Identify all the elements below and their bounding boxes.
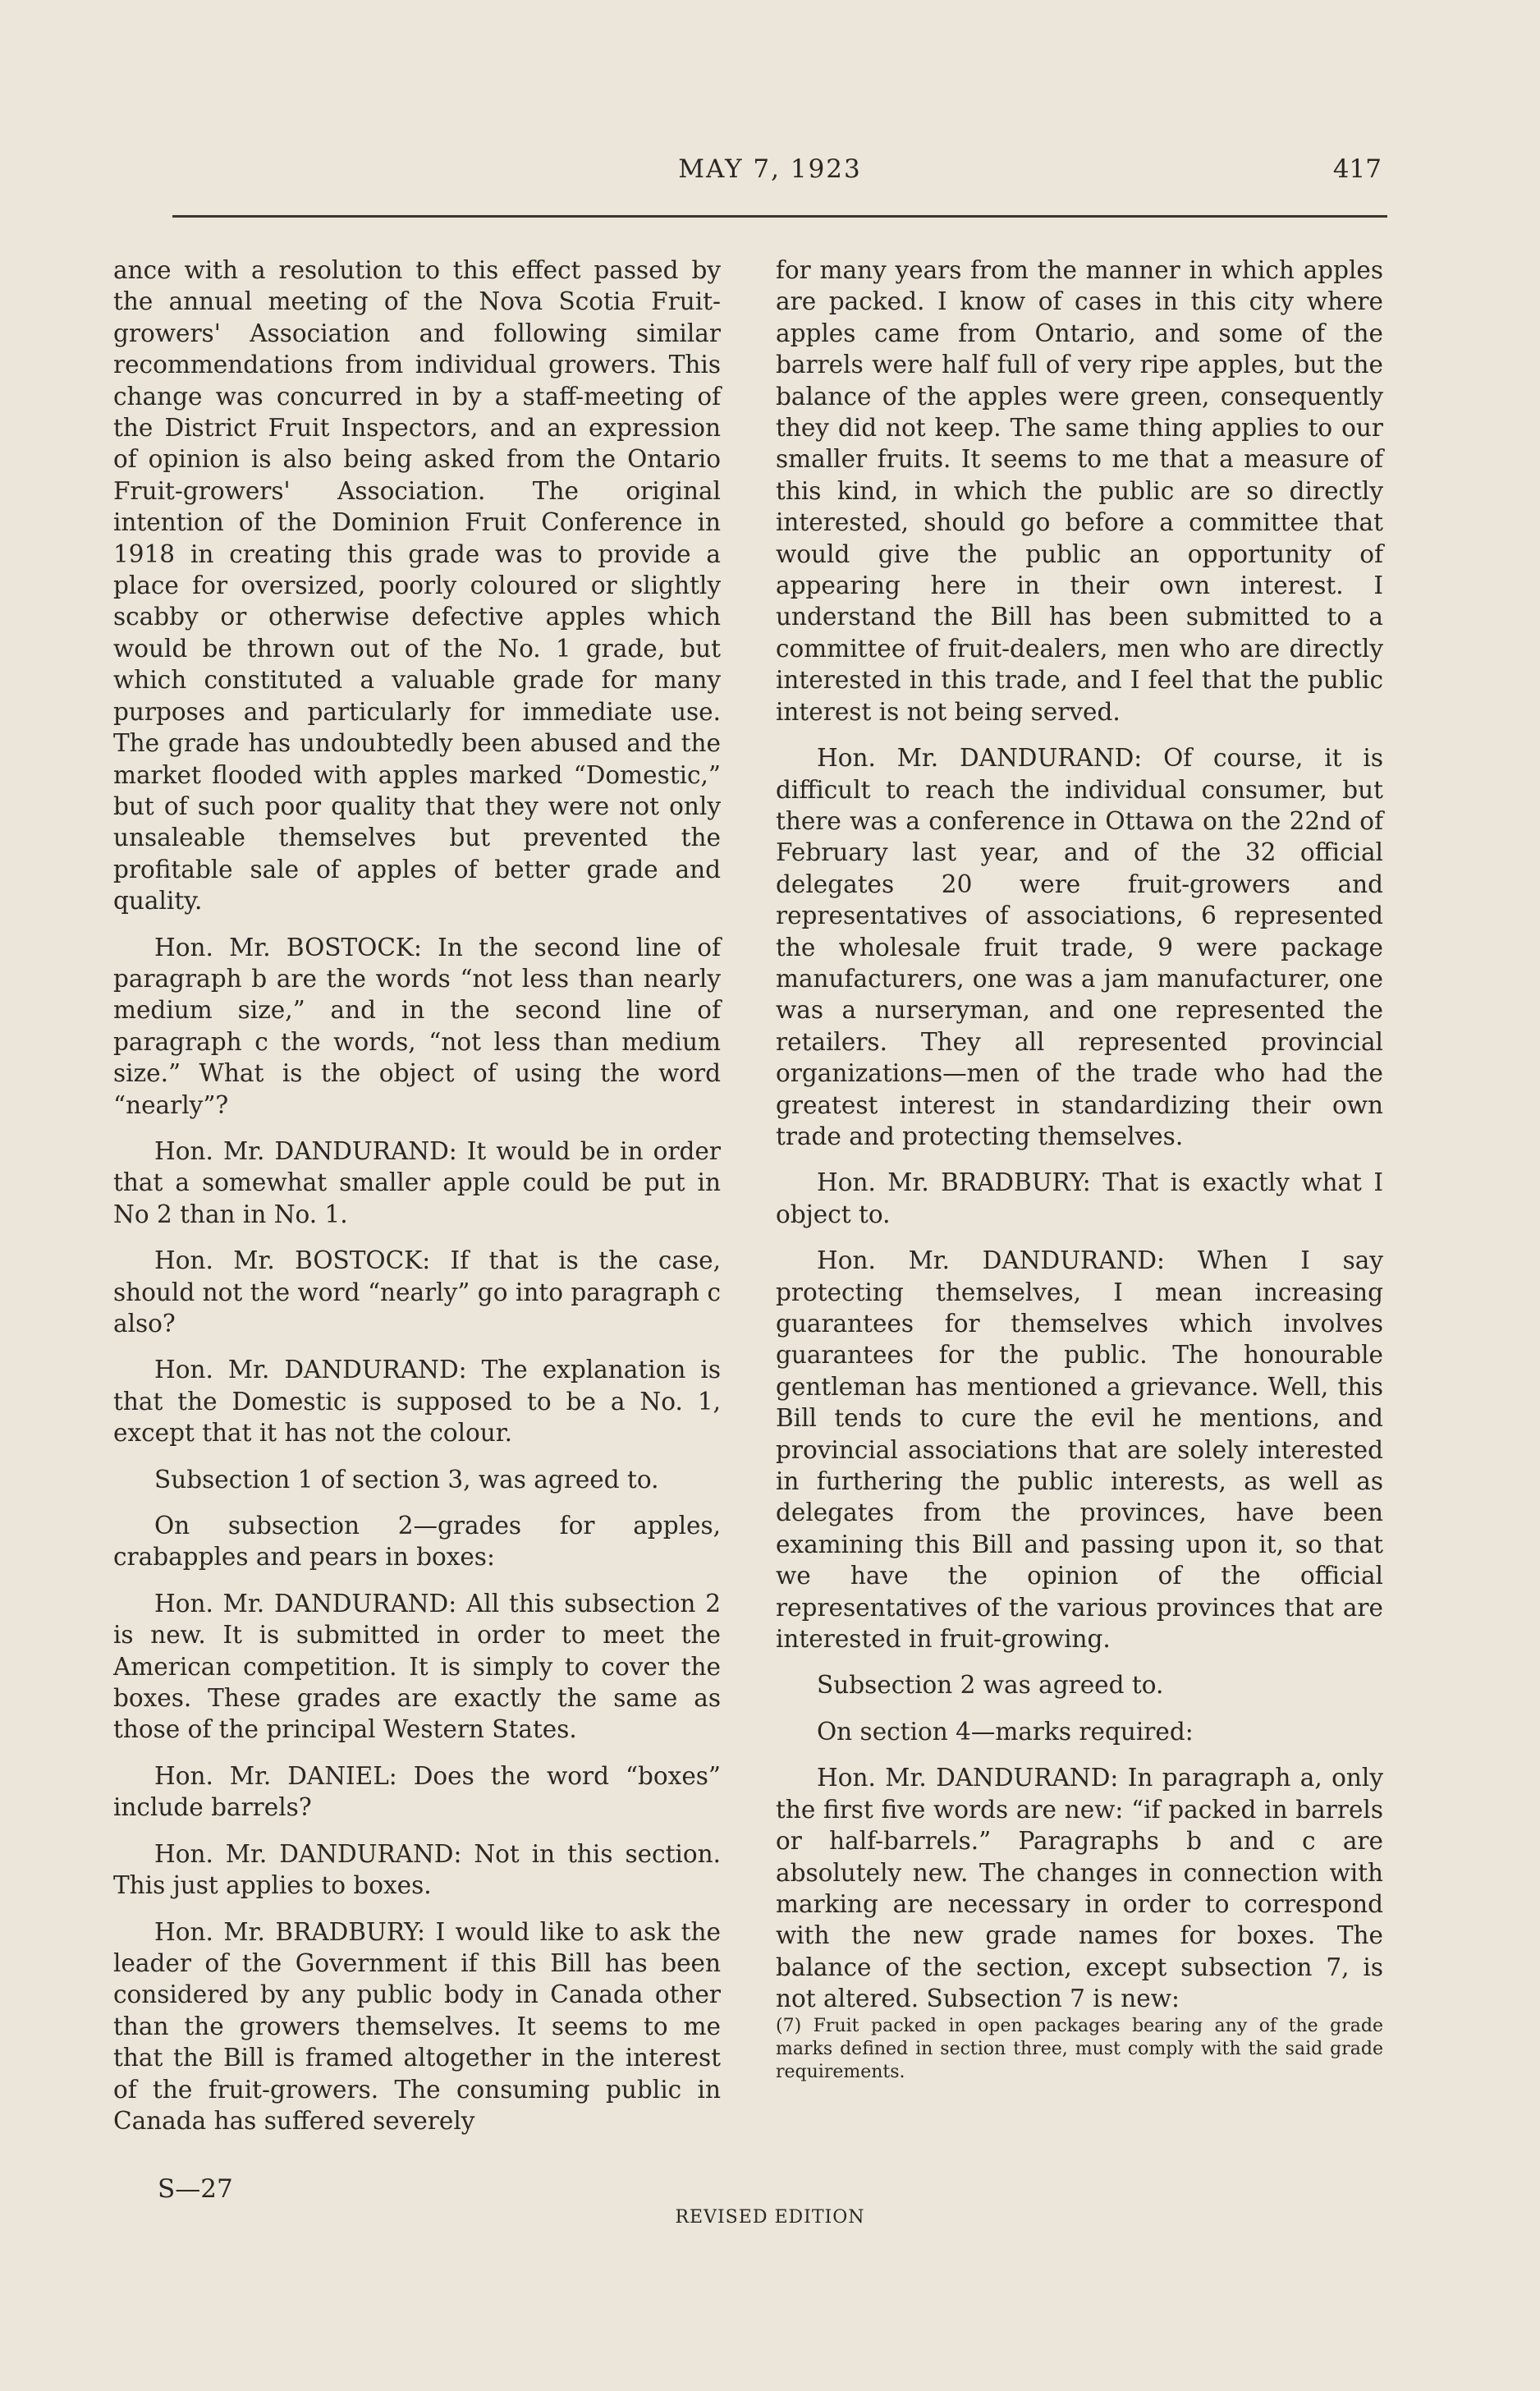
- paragraph: for many years from the manner in which apples are packed. I know of cases in this city where apples came from Ontario, and some of the barrels were half full of very ripe apples, but the balance of the apples were green, consequently they did not keep. The same thing applies to our smaller fruits. It seems to me that a measure of this kind, in which the public are so directly interested, should go before a committee that would give the public an opportunity of appearing here in their own interest. I understand the Bill has been submitted to a committee of fruit-dealers, men who are directly interested in this trade, and I feel that the public interest is not being served.: [776, 256, 1383, 726]
- paragraph: Hon. Mr. DANDURAND: The explanation is that the Domestic is supposed to be a No. 1, except that it has not the colour.: [113, 1356, 721, 1448]
- paragraph: Hon. Mr. BRADBURY: I would like to ask the leader of the Government if this Bill has been considered by any public body in Canada other than the growers themselves. It seems to me that the Bill is framed altogether in the interest of the fruit-growers. The consuming public in Canada has suffered severely: [113, 1917, 721, 2135]
- paragraph: Hon. Mr. BOSTOCK: If that is the case, should not the word “nearly” go into paragraph c also?: [113, 1246, 721, 1338]
- paragraph: ance with a resolution to this effect passed by the annual meeting of the Nova Scotia Fruit-growers' Association and following similar recommendations from individual growers. This change was concurred in by a staff-meeting of the District Fruit Inspectors, and an expression of opinion is also being asked from the Ontario Fruit-growers' Association. The original intention of the Dominion Fruit Conference in 1918 in creating this grade was to provide a place for oversized, poorly coloured or slightly scabby or otherwise defective apples which would be thrown out of the No. 1 grade, but which constituted a valuable grade for many purposes and particularly for immediate use. The grade has undoubtedly been abused and the market flooded with apples marked “Domestic,” but of such poor quality that they were not only unsaleable themselves but prevented the profitable sale of apples of better grade and quality.: [113, 256, 721, 916]
- paragraph: Hon. Mr. BRADBURY: That is exactly what I object to.: [776, 1168, 1383, 1228]
- paragraph: Hon. Mr. DANDURAND: In paragraph a, only the first five words are new: “if packed in barrels or half-barrels.” Paragraphs b and c are absolutely new. The changes in connection with marking are necessary in order to correspond with the new grade names for boxes. The balance of the section, except subsection 7, is not altered. Subsection 7 is new:: [776, 1764, 1383, 2013]
- paragraph: Hon. Mr. DANDURAND: It would be in order that a somewhat smaller apple could be put in No 2 than in No. 1.: [113, 1136, 721, 1228]
- paragraph: Hon. Mr. BOSTOCK: In the second line of paragraph b are the words “not less than nearly medium size,” and in the second line of paragraph c the words, “not less than medium size.” What is the object of using the word “nearly”?: [113, 933, 721, 1119]
- paragraph: Subsection 2 was agreed to.: [817, 1671, 1164, 1700]
- left-column: [113, 255, 721, 2151]
- right-column: [776, 255, 1383, 2099]
- paragraph: Hon. Mr. DANDURAND: Of course, it is difficult to reach the individual consumer, but there was a conference in Ottawa on the 22nd of February last year, and of the 32 official delegates 20 were fruit-growers and representatives of associations, 6 represented the wholesale fruit trade, 9 were package manufacturers, one was a jam manufacturer, one was a nurseryman, and one represented the retailers. They all represented provincial organizations—men of the trade who had the greatest interest in standardizing their own trade and protecting themselves.: [776, 744, 1383, 1150]
- page-number: 417: [1332, 154, 1382, 184]
- header-rule: [172, 215, 1387, 218]
- paragraph: Hon. Mr. DANIEL: Does the word “boxes” include barrels?: [113, 1761, 721, 1822]
- paragraph: Hon. Mr. DANDURAND: When I say protecting themselves, I mean increasing guarantees for themselves which involves guarantees for the public. The honourable gentleman has mentioned a grievance. Well, this Bill tends to cure the evil he mentions, and provincial associations that are solely interested in furthering the public interests, as well as delegates from the provinces, have been examining this Bill and passing upon it, so that we have the opinion of the official representatives of the various provinces that are interested in fruit-growing.: [776, 1246, 1383, 1654]
- paragraph: On subsection 2—grades for apples, crabapples and pears in boxes:: [113, 1512, 721, 1572]
- paragraph: Hon. Mr. DANDURAND: All this subsection 2 is new. It is submitted in order to meet the American competition. It is simply to cover the boxes. These grades are exactly the same as those of the principal Western States.: [113, 1589, 721, 1744]
- paragraph: On section 4—marks required:: [817, 1717, 1194, 1746]
- page-header: [0, 154, 1540, 195]
- quoted-subsection: (7) Fruit packed in open packages bearing any of the grade marks defined in section three, must comply with the said grade requirements.: [776, 2015, 1383, 2082]
- header-date: MAY 7, 1923: [678, 154, 862, 184]
- paragraph: Hon. Mr. DANDURAND: Not in this section. This just applies to boxes.: [113, 1839, 721, 1900]
- footer-edition: REVISED EDITION: [675, 2207, 865, 2228]
- signature-mark: S—27: [158, 2174, 233, 2204]
- paragraph: Subsection 1 of section 3, was agreed to.: [154, 1465, 659, 1494]
